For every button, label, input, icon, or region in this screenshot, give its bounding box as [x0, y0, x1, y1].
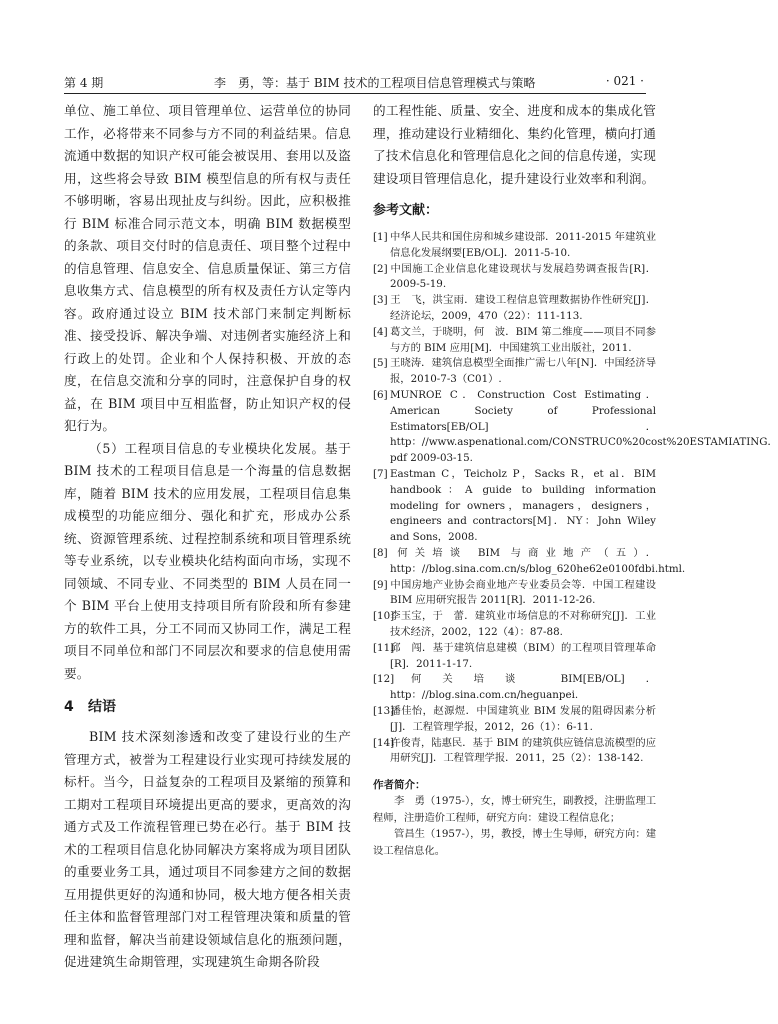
reference-item — [373, 356, 656, 388]
reference-text: 邱 闯．基于建筑信息建模（BIM）的工程项目管理革命[R]．2011-1-17. — [390, 641, 656, 670]
reference-text: 何关培谈 BIM 与商业地产（五）．http：//blog.sina.com.cn/s/blog_620he62e0100fdbi.html. — [390, 546, 686, 575]
reference-text: 王晓涛．建筑信息模型全面推广需七八年[N]．中国经济导报，2010-7-3（C01）. — [390, 357, 656, 386]
reference-text: 葛文兰，于晓明，何 波．BIM 第二维度——项目不同参与方的 BIM 应用[M]．中国建筑工业出版社，2011. — [390, 325, 656, 354]
reference-number: [10] — [373, 610, 395, 623]
reference-number: [9] — [373, 578, 388, 591]
reference-item — [373, 578, 656, 610]
reference-number: [5] — [373, 357, 388, 370]
reference-text: 潘佳怡，赵源煜．中国建筑业 BIM 发展的阻碍因素分析[J]．工程管理学报，2012，26（1）：6-11. — [390, 704, 656, 733]
reference-number: [7] — [373, 467, 388, 480]
reference-item — [373, 704, 656, 736]
reference-number: [13] — [373, 704, 395, 717]
page-number: · 021 · — [605, 74, 644, 88]
section-number: 4 — [64, 699, 74, 715]
reference-number: [1] — [373, 231, 388, 243]
reference-number: [14] — [373, 736, 395, 749]
paragraph: 的工程性能、质量、安全、进度和成本的集成化管理，推动建设行业精细化、集约化管理，横向打通了技术信息化和管理信息化之间的信息传递，实现建设项目管理信息化，提升建设行业效率和利润。 — [373, 103, 656, 186]
paragraph: BIM 技术深刻渗透和改变了建设行业的生产管理方式，被誉为工程建设行业实现可持续发展的标杆。当今，日益复杂的工程项目及紧缩的预算和工期对工程项目环境提出更高的要求，更高效的沟通方式及工作流程管理已势在必行。基于 BIM 技术的工程项目信息化协同解决方案将成为项目团队的重要业务工具，通过项目不同参建方之间的数据互用提供更好的沟通和协同，极大地方便各相关责任主体和监督管理部门对工程管理决策和质量的管理和监督，解决当前建设领域信息化的瓶颈问题，促进建筑生命期管理，实现建筑生命期各阶段 — [64, 729, 351, 969]
section-title: 结语 — [88, 699, 116, 715]
reference-text: 中华人民共和国住房和城乡建设部．2011-2015 年建筑业信息化发展纲要[EB/OL]．2011-5-10. — [390, 231, 656, 259]
reference-item — [373, 736, 656, 768]
running-title: 李 勇，等：基于 BIM 技术的工程项目信息管理模式与策略 — [214, 76, 536, 90]
reference-number: [2] — [373, 262, 388, 275]
reference-item — [373, 230, 656, 262]
reference-item — [373, 293, 656, 325]
reference-item — [373, 609, 656, 641]
running-header — [64, 70, 646, 92]
reference-text: 何关培谈 BIM[EB/OL]．http：//blog.sina.com.cn/heguanpei. — [390, 673, 656, 702]
reference-item — [373, 546, 686, 578]
reference-text: MUNROE C．Construction Cost Estimating．American Society of Professional Estimators[EB/OL]．http：//www.aspenational.com/CONSTRUC0%20cost%20ESTAMIATING．pdf 2009-03-15. — [390, 388, 778, 465]
reference-number: [4] — [373, 325, 388, 338]
reference-number: [3] — [373, 294, 388, 307]
reference-item — [373, 325, 656, 357]
reference-text: 中国房地产业协会商业地产专业委员会等．中国工程建设 BIM 应用研究报告 2011[R]．2011-12-26. — [390, 578, 656, 607]
issue-number: 第 4 期 — [64, 76, 104, 90]
reference-text: Eastman C，Teicholz P，Sacks R，et al．BIM handbook：A guide to building information modeling for owners，managers，designers，engineers and contractors[M]．NY：John Wiley and Sons，2008. — [390, 467, 656, 544]
reference-list — [373, 230, 778, 767]
reference-number: [6] — [373, 388, 388, 401]
reference-text: 李玉宝，于 蕾．建筑业市场信息的不对称研究[J]．工业技术经济，2002，122（4）：87-88. — [390, 610, 656, 638]
reference-item — [373, 388, 778, 467]
reference-number: [11] — [373, 641, 395, 654]
left-column — [64, 100, 351, 974]
reference-text: 中国施工企业信息化建设现状与发展趋势调查报告[R]．2009-5-19. — [390, 262, 656, 291]
reference-text: 王 飞，洪宝雨．建设工程信息管理数据协作性研究[J]．经济论坛，2009，470（22）：111-113. — [390, 294, 656, 322]
references-heading: 参考文献： — [373, 203, 439, 218]
section-heading — [64, 696, 351, 718]
reference-number: [8] — [373, 546, 388, 559]
reference-text: 许俊青，陆惠民．基于 BIM 的建筑供应链信息流模型的应用研究[J]．工程管理学报．2011，25（2）：138-142. — [390, 736, 656, 765]
header-rule — [64, 93, 646, 94]
reference-item — [373, 672, 656, 704]
paragraph: 单位、施工单位、项目管理单位、运营单位的协同工作，必将带来不同参与方不同的利益结果。信息流通中数据的知识产权可能会被误用、套用以及盗用，这些将会导致 BIM 模型信息的所有权与责任不够明晰，容易出现扯皮与纠纷。因此，应积极推行 BIM 标准合同示范文本，明确 BIM 数据模型的条款、项目交付时的信息责任、项目整个过程中的信息管理、信息安全、信息质量保证、第三方信息收集方式、信息模型的所有权及责任方认定等内容。政府通过设立 BIM 技术部门来制定判断标准、接受投诉、解决争端、对违例者实施经济上和行政上的处罚。企业和个人保持积极、开放的态度，在信息交流和分享的同时，注意保护自身的权益，在 BIM 项目中互相监督，防止知识产权的侵犯行为。 — [64, 103, 351, 433]
author-bio: 管昌生（1957-），男，教授，博士生导师，研究方向：建设工程信息化。 — [373, 828, 656, 857]
reference-item — [373, 262, 656, 294]
author-bio: 李 勇（1975-），女，博士研究生，副教授，注册监理工程师，注册造价工程师，研究方向：建设工程信息化； — [373, 795, 656, 824]
paragraph: （5）工程项目信息的专业模块化发展。基于 BIM 技术的工程项目信息是一个海量的信息数据库，随着 BIM 技术的应用发展，工程项目信息集成模型的功能应细分、强化和扩充，形成办公系统、资源管理系统、过程控制系统和项目管理系统等专业系统，以专业模块化结构面向市场，实现不同领域、不同专业、不同类型的 BIM 人员在同一个 BIM 平台上使用支持项目所有阶段和所有参建方的软件工具，分工不同而又协同工作，满足工程项目不同单位和部门不同层次和要求的信息使用需要。 — [64, 440, 351, 681]
reference-item — [373, 641, 656, 673]
reference-number: [12] — [373, 673, 395, 686]
author-bio-heading: 作者简介： — [373, 779, 426, 792]
reference-item — [373, 467, 656, 546]
right-column — [373, 100, 778, 859]
